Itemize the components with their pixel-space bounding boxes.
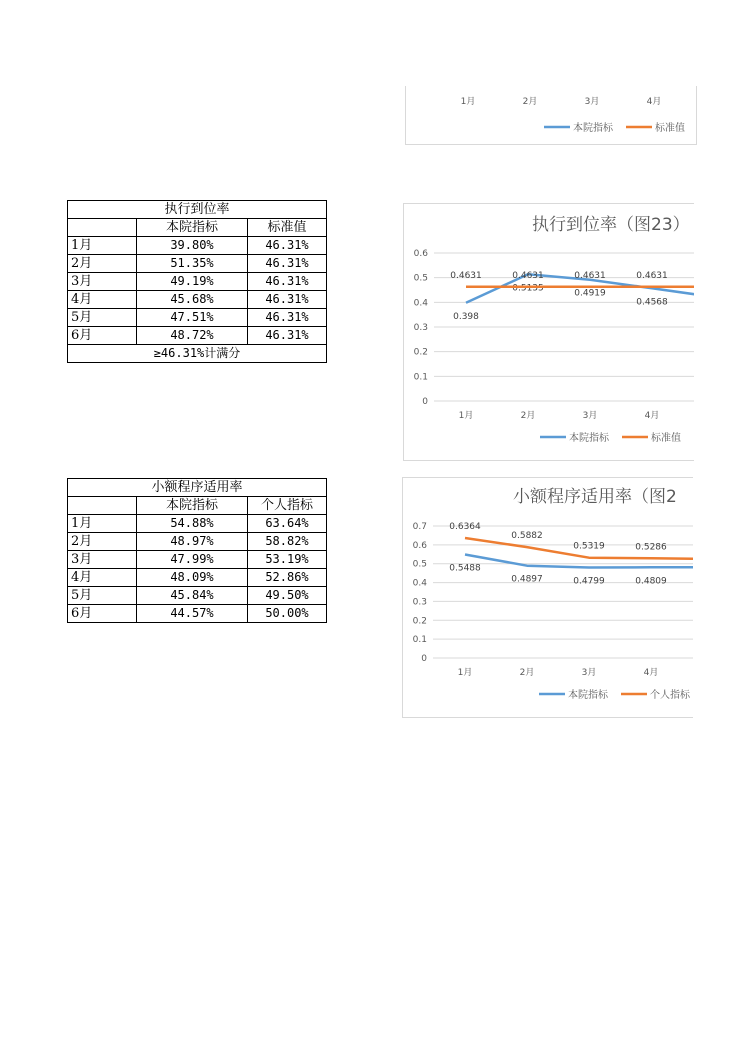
legend-label: 本院指标 <box>568 690 608 701</box>
table-row <box>68 291 327 309</box>
top-x-tick-4: 4月 <box>646 97 662 107</box>
row-month-cell: 6月 <box>68 327 137 345</box>
row-value-cell: 47.51% <box>137 309 248 327</box>
table-header-blank <box>68 497 137 515</box>
data-label: 0.5488 <box>449 563 481 574</box>
row-value-cell: 45.68% <box>137 291 248 309</box>
row-value-cell: 63.64% <box>248 515 327 533</box>
y-tick-label: 0.1 <box>412 635 427 646</box>
table-title: 执行到位率 <box>68 201 327 219</box>
row-value-cell: 46.31% <box>248 237 327 255</box>
data-label: 0.6364 <box>449 521 481 532</box>
data-label: 0.4631 <box>636 270 668 281</box>
chart-small-procedure-rate <box>402 477 693 718</box>
row-month-cell: 1月 <box>68 237 137 255</box>
x-tick-label: 4月 <box>644 411 660 421</box>
data-label: 0.4919 <box>574 288 606 299</box>
row-value-cell: 46.31% <box>248 291 327 309</box>
row-value-cell: 39.80% <box>137 237 248 255</box>
table-header: 个人指标 <box>248 497 327 515</box>
data-label: 0.4631 <box>450 270 482 281</box>
top-x-tick-2: 2月 <box>522 97 538 107</box>
x-tick-label: 1月 <box>457 668 473 678</box>
table-execution-rate <box>67 200 327 363</box>
y-tick-label: 0.4 <box>413 298 428 309</box>
row-value-cell: 48.97% <box>137 533 248 551</box>
table-row <box>68 273 327 291</box>
x-tick-label: 1月 <box>458 411 474 421</box>
y-tick-label: 0.7 <box>412 522 427 532</box>
row-month-cell: 5月 <box>68 587 137 605</box>
table-row <box>68 587 327 605</box>
row-value-cell: 50.00% <box>248 605 327 623</box>
table-small-procedure-rate <box>67 478 327 623</box>
y-tick-label: 0.2 <box>413 347 428 358</box>
y-tick-label: 0.2 <box>412 616 427 627</box>
row-value-cell: 58.82% <box>248 533 327 551</box>
top-chart-fragment <box>405 86 697 145</box>
y-tick-label: 0 <box>421 654 427 664</box>
chart-title: 执行到位率（图23） <box>532 215 690 235</box>
legend-label: 本院指标 <box>569 433 609 444</box>
row-value-cell: 46.31% <box>248 309 327 327</box>
row-month-cell: 2月 <box>68 533 137 551</box>
row-value-cell: 44.57% <box>137 605 248 623</box>
table-header-blank <box>68 219 137 237</box>
data-label: 0.4809 <box>635 576 667 587</box>
chart-small-procedure-rate-svg <box>403 478 693 717</box>
y-tick-label: 0.5 <box>412 559 427 570</box>
table-header: 本院指标 <box>137 219 248 237</box>
table-row <box>68 533 327 551</box>
y-tick-label: 0.5 <box>413 273 428 284</box>
row-value-cell: 46.31% <box>248 273 327 291</box>
data-label: 0.5319 <box>573 541 605 552</box>
row-value-cell: 49.19% <box>137 273 248 291</box>
chart-execution-rate-svg <box>404 204 694 460</box>
row-month-cell: 6月 <box>68 605 137 623</box>
row-value-cell: 45.84% <box>137 587 248 605</box>
row-value-cell: 52.86% <box>248 569 327 587</box>
legend-label: 个人指标 <box>650 690 690 701</box>
row-value-cell: 53.19% <box>248 551 327 569</box>
row-value-cell: 47.99% <box>137 551 248 569</box>
row-month-cell: 4月 <box>68 291 137 309</box>
y-tick-label: 0.3 <box>412 597 427 608</box>
data-label: 0.5135 <box>512 283 544 294</box>
row-value-cell: 48.72% <box>137 327 248 345</box>
table-header: 标准值 <box>248 219 327 237</box>
chart-title: 小额程序适用率（图2 <box>513 487 677 507</box>
data-label: 0.4631 <box>512 270 544 281</box>
table-row <box>68 515 327 533</box>
table-row <box>68 605 327 623</box>
data-label: 0.4568 <box>636 297 668 308</box>
row-value-cell: 51.35% <box>137 255 248 273</box>
row-value-cell: 46.31% <box>248 255 327 273</box>
row-month-cell: 4月 <box>68 569 137 587</box>
table-row <box>68 551 327 569</box>
top-x-tick-1: 1月 <box>460 97 476 107</box>
data-label: 0.5882 <box>511 531 543 542</box>
table-row <box>68 327 327 345</box>
y-tick-label: 0.4 <box>412 578 427 589</box>
row-value-cell: 54.88% <box>137 515 248 533</box>
table-row <box>68 569 327 587</box>
y-tick-label: 0.6 <box>413 249 428 259</box>
x-tick-label: 4月 <box>643 668 659 678</box>
legend-label: 标准值 <box>651 433 681 444</box>
row-value-cell: 49.50% <box>248 587 327 605</box>
y-tick-label: 0 <box>422 397 428 407</box>
x-tick-label: 3月 <box>582 411 598 421</box>
x-tick-label: 3月 <box>581 668 597 678</box>
chart-execution-rate <box>403 203 694 461</box>
row-month-cell: 5月 <box>68 309 137 327</box>
row-month-cell: 2月 <box>68 255 137 273</box>
row-month-cell: 3月 <box>68 551 137 569</box>
y-tick-label: 0.6 <box>412 540 427 551</box>
row-month-cell: 3月 <box>68 273 137 291</box>
row-value-cell: 48.09% <box>137 569 248 587</box>
top-legend-label-2: 标准值 <box>655 123 685 134</box>
x-tick-label: 2月 <box>520 411 536 421</box>
top-legend-label-1: 本院指标 <box>573 123 613 134</box>
data-label: 0.4631 <box>574 270 606 281</box>
top-x-tick-3: 3月 <box>584 97 600 107</box>
table-footer-note: ≥46.31%计满分 <box>68 345 327 363</box>
y-tick-label: 0.1 <box>413 372 428 383</box>
row-month-cell: 1月 <box>68 515 137 533</box>
y-tick-label: 0.3 <box>413 323 428 333</box>
table-row <box>68 255 327 273</box>
table-row <box>68 237 327 255</box>
top-chart-svg <box>406 86 696 144</box>
data-label: 0.4897 <box>511 574 543 585</box>
table-title: 小额程序适用率 <box>68 479 327 497</box>
row-value-cell: 46.31% <box>248 327 327 345</box>
table-row <box>68 309 327 327</box>
data-label: 0.5286 <box>635 542 667 553</box>
data-label: 0.4799 <box>573 576 605 587</box>
table-header: 本院指标 <box>137 497 248 515</box>
data-label: 0.398 <box>453 311 479 322</box>
x-tick-label: 2月 <box>519 668 535 678</box>
